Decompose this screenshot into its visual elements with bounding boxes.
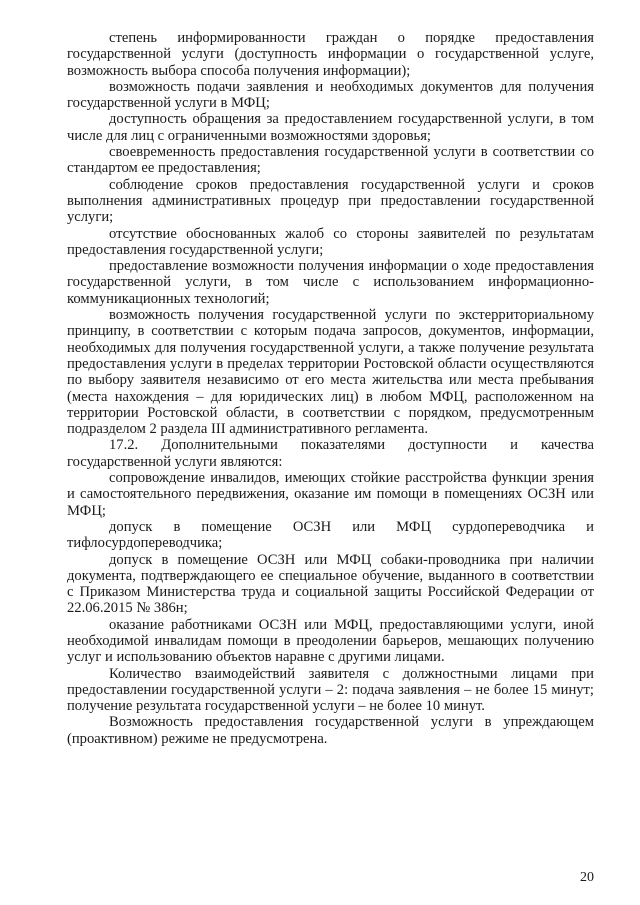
- paragraph-progress-info: предоставление возможности получения информации о ходе предоставления государственной услуги, в том числе с использованием информационно-коммуникационных технологий;: [67, 258, 594, 307]
- page-number: 20: [580, 870, 594, 885]
- paragraph-informedness: степень информированности граждан о порядке предоставления государственной услуги (доступность информации о государственной услуге, возможность выбора способа получения информации);: [67, 30, 594, 79]
- paragraph-guide-dog: допуск в помещение ОСЗН или МФЦ собаки-проводника при наличии документа, подтверждающего ее специальное обучение, выданного в соответствии с Приказом Министерства труда и социальной защиты Российской Федерации от 22.06.2015 № 386н;: [67, 551, 594, 617]
- paragraph-extraterritorial: возможность получения государственной услуги по экстерриториальному принципу, в соответствии с которым подача запросов, документов, информации, необходимых для получения государственной услуги, а также получение результата предоставления услуги в пределах территории Ростовской области осуществляются по выбору заявителя независимо от его места жительства или места пребывания (места нахождения – для юридических лиц) в любом МФЦ, расположенном на территории Ростовской области, в соответствии с порядком, предусмотренным подразделом 2 раздела III административного регламента.: [67, 307, 594, 438]
- paragraph-accessibility: доступность обращения за предоставлением государственной услуги, в том числе для лиц с ограниченными возможностями здоровья;: [67, 111, 594, 144]
- paragraph-deadlines: соблюдение сроков предоставления государственной услуги и сроков выполнения административных процедур при предоставлении государственной услуги;: [67, 176, 594, 226]
- paragraph-proactive-mode: Возможность предоставления государственной услуги в упреждающем (проактивном) режиме не предусмотрена.: [67, 714, 594, 747]
- paragraph-mfc-submission: возможность подачи заявления и необходимых документов для получения государственной услуги в МФЦ;: [67, 78, 594, 112]
- paragraph-timeliness: своевременность предоставления государственной услуги в соответствии со стандартом ее предоставления;: [67, 144, 594, 177]
- document-body: [67, 30, 594, 747]
- paragraph-staff-assistance: оказание работниками ОСЗН или МФЦ, предоставляющими услуги, иной необходимой инвалидам помощи в преодолении барьеров, мешающих получению услуг и использованию объектов наравне с другими лицами.: [67, 616, 594, 666]
- paragraph-sign-interpreter: допуск в помещение ОСЗН или МФЦ сурдопереводчика и тифлосурдопереводчика;: [67, 518, 594, 552]
- paragraph-interactions-count: Количество взаимодействий заявителя с должностными лицами при предоставлении государственной услуги – 2: подача заявления – не более 15 минут; получение результата государственной услуги – не более 10 минут.: [67, 665, 594, 715]
- paragraph-no-complaints: отсутствие обоснованных жалоб со стороны заявителей по результатам предоставления государственной услуги;: [67, 225, 594, 258]
- paragraph-section-17-2: 17.2. Дополнительными показателями доступности и качества государственной услуги являются:: [67, 437, 594, 470]
- paragraph-escort-disabled: сопровождение инвалидов, имеющих стойкие расстройства функции зрения и самостоятельного передвижения, оказание им помощи в помещениях ОСЗН или МФЦ;: [67, 470, 594, 519]
